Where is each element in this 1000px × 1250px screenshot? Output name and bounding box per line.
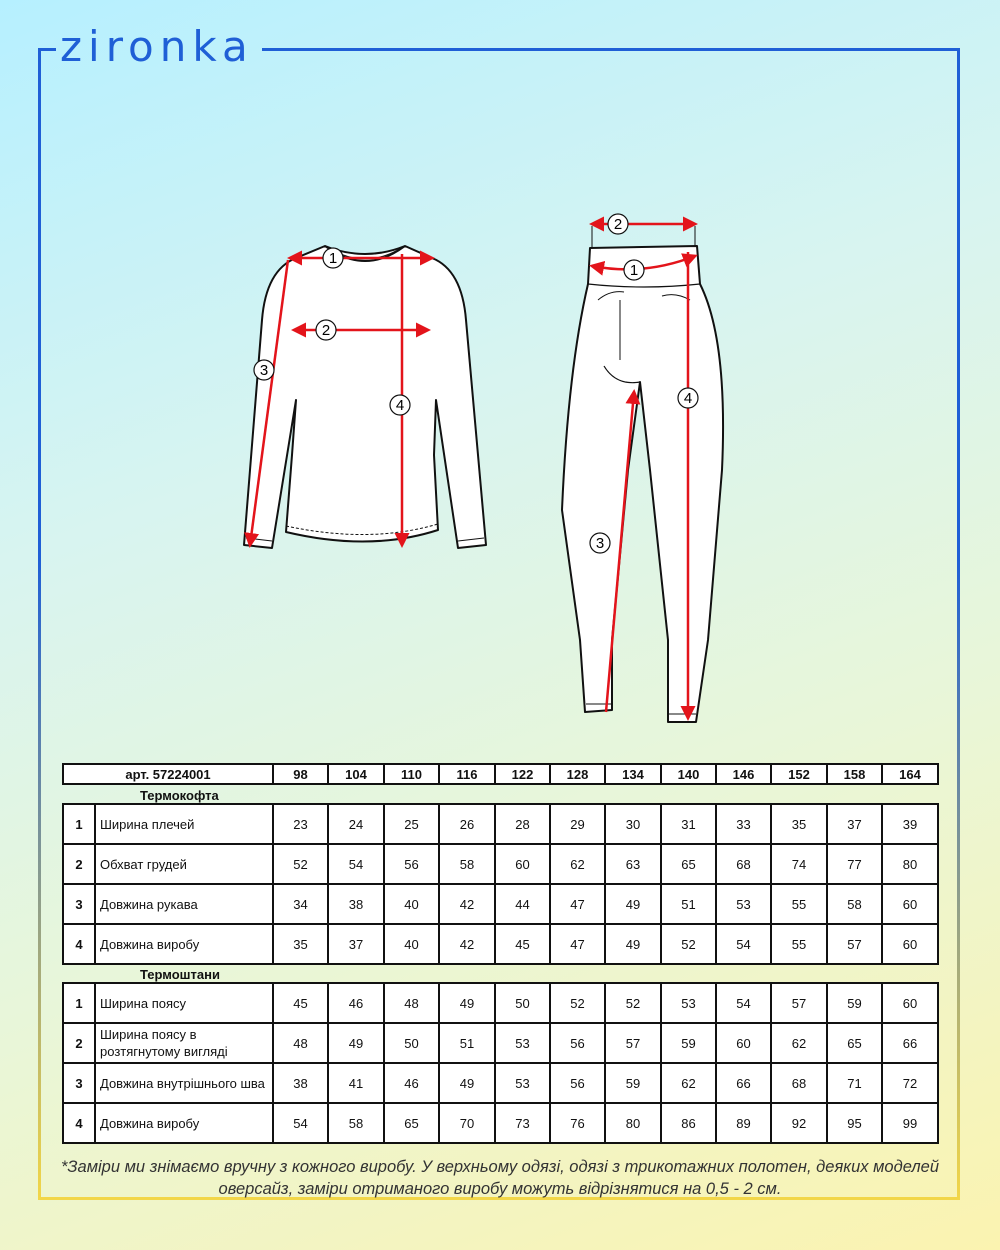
measurement-cell: 50: [495, 983, 550, 1023]
size-134: 134: [605, 764, 661, 784]
measurement-cell: 74: [771, 844, 827, 884]
measurement-cell: 49: [605, 884, 661, 924]
size-128: 128: [550, 764, 605, 784]
measurement-cell: 63: [605, 844, 661, 884]
measurement-cell: 46: [384, 1063, 439, 1103]
measurement-cell: 33: [716, 804, 771, 844]
measurement-cell: 95: [827, 1103, 882, 1143]
measurement-cell: 35: [771, 804, 827, 844]
table-row: [63, 924, 938, 964]
measurement-cell: 68: [771, 1063, 827, 1103]
measurement-cell: 31: [661, 804, 716, 844]
pants-measurements-table: [62, 982, 939, 1144]
measurement-cell: 52: [605, 983, 661, 1023]
row-label: Ширина поясу в розтягнутому вигляді: [95, 1023, 273, 1063]
measurement-cell: 59: [827, 983, 882, 1023]
measurement-cell: 37: [328, 924, 384, 964]
measurement-cell: 46: [328, 983, 384, 1023]
row-label: Довжина внутрішнього шва: [95, 1063, 273, 1103]
measurement-cell: 23: [273, 804, 328, 844]
row-number: 4: [63, 924, 95, 964]
row-label: Довжина виробу: [95, 924, 273, 964]
top-marker-2: [316, 320, 336, 340]
measurement-cell: 53: [716, 884, 771, 924]
measurement-cell: 99: [882, 1103, 938, 1143]
measurement-cell: 56: [550, 1063, 605, 1103]
measurement-cell: 65: [827, 1023, 882, 1063]
table-row: [63, 983, 938, 1023]
top-marker-3: [254, 360, 274, 380]
measurement-cell: 86: [661, 1103, 716, 1143]
row-label: Довжина виробу: [95, 1103, 273, 1143]
table-row: [63, 844, 938, 884]
measurement-cell: 92: [771, 1103, 827, 1143]
measurement-cell: 52: [273, 844, 328, 884]
measurement-cell: 73: [495, 1103, 550, 1143]
measurement-cell: 59: [605, 1063, 661, 1103]
measurement-cell: 45: [495, 924, 550, 964]
measurement-cell: 38: [273, 1063, 328, 1103]
measurement-cell: 72: [882, 1063, 938, 1103]
measurement-cell: 26: [439, 804, 495, 844]
size-146: 146: [716, 764, 771, 784]
measurement-cell: 49: [439, 1063, 495, 1103]
row-number: 1: [63, 983, 95, 1023]
measurement-cell: 57: [771, 983, 827, 1023]
measurement-cell: 56: [384, 844, 439, 884]
measurement-cell: 29: [550, 804, 605, 844]
measurement-cell: 55: [771, 924, 827, 964]
measurement-cell: 54: [716, 983, 771, 1023]
size-164: 164: [882, 764, 938, 784]
top-marker-4: [390, 395, 410, 415]
top-marker-1: [323, 248, 343, 268]
table-row: [63, 884, 938, 924]
measurement-cell: 76: [550, 1103, 605, 1143]
measurement-cell: 80: [882, 844, 938, 884]
table-row: [63, 1103, 938, 1143]
measurement-cell: 89: [716, 1103, 771, 1143]
size-98: 98: [273, 764, 328, 784]
row-label: Довжина рукава: [95, 884, 273, 924]
measurement-cell: 62: [550, 844, 605, 884]
pants-marker-2: [608, 214, 628, 234]
measurement-cell: 60: [716, 1023, 771, 1063]
measurement-cell: 52: [661, 924, 716, 964]
measurement-cell: 40: [384, 924, 439, 964]
measurement-cell: 51: [661, 884, 716, 924]
section-title-top: Термокофта: [140, 788, 219, 803]
size-152: 152: [771, 764, 827, 784]
measurement-cell: 56: [550, 1023, 605, 1063]
measurement-cell: 58: [328, 1103, 384, 1143]
measurement-cell: 65: [384, 1103, 439, 1143]
article-label: арт. 57224001: [63, 764, 273, 784]
table-row: [63, 1063, 938, 1103]
measurement-cell: 80: [605, 1103, 661, 1143]
row-number: 3: [63, 884, 95, 924]
size-header-table: [62, 763, 939, 785]
measurement-cell: 54: [716, 924, 771, 964]
table-row: [63, 1023, 938, 1063]
measurement-cell: 65: [661, 844, 716, 884]
brand-logo: zironka: [60, 22, 254, 71]
size-header-row: [63, 764, 938, 784]
size-122: 122: [495, 764, 550, 784]
measurement-cell: 42: [439, 884, 495, 924]
pants-marker-3: [590, 533, 610, 553]
size-104: 104: [328, 764, 384, 784]
pants-marker-4-label: 4: [683, 390, 693, 407]
footnote: *Заміри ми знімаємо вручну з кожного виробу. У верхньому одязі, одязі з трикотажних полотен, деяких моделей оверсайз, заміри отриманого виробу можуть відрізнятися на 0,5 - 2 см.: [60, 1158, 939, 1198]
measurement-cell: 47: [550, 924, 605, 964]
row-number: 1: [63, 804, 95, 844]
measurement-cell: 60: [882, 924, 938, 964]
top-marker-4-label: 4: [395, 397, 405, 414]
measurement-cell: 24: [328, 804, 384, 844]
measurement-cell: 55: [771, 884, 827, 924]
measurement-cell: 34: [273, 884, 328, 924]
measurement-cell: 60: [495, 844, 550, 884]
size-140: 140: [661, 764, 716, 784]
top-marker-3-label: 3: [259, 362, 269, 379]
measurement-cell: 48: [273, 1023, 328, 1063]
row-label: Обхват грудей: [95, 844, 273, 884]
top-marker-2-label: 2: [321, 322, 331, 339]
measurement-cell: 35: [273, 924, 328, 964]
thermal-top-drawing: [244, 246, 486, 548]
measurement-cell: 45: [273, 983, 328, 1023]
measurement-cell: 49: [439, 983, 495, 1023]
row-label: Ширина плечей: [95, 804, 273, 844]
size-116: 116: [439, 764, 495, 784]
measurement-cell: 60: [882, 884, 938, 924]
row-number: 2: [63, 1023, 95, 1063]
measurement-cell: 62: [661, 1063, 716, 1103]
row-number: 3: [63, 1063, 95, 1103]
measurement-cell: 28: [495, 804, 550, 844]
measurement-cell: 25: [384, 804, 439, 844]
measurement-cell: 50: [384, 1023, 439, 1063]
size-158: 158: [827, 764, 882, 784]
measurement-cell: 44: [495, 884, 550, 924]
measurement-cell: 49: [328, 1023, 384, 1063]
measurement-cell: 53: [495, 1063, 550, 1103]
measurement-cell: 77: [827, 844, 882, 884]
measurement-cell: 30: [605, 804, 661, 844]
thermal-pants-drawing: [562, 246, 723, 722]
top-marker-1-label: 1: [328, 250, 338, 267]
measurement-cell: 47: [550, 884, 605, 924]
measurement-cell: 53: [495, 1023, 550, 1063]
measurement-cell: 52: [550, 983, 605, 1023]
measurement-cell: 54: [328, 844, 384, 884]
measurement-cell: 60: [882, 983, 938, 1023]
measurement-cell: 38: [328, 884, 384, 924]
measurement-cell: 48: [384, 983, 439, 1023]
section-title-pants: Термоштани: [140, 967, 220, 982]
measurement-cell: 37: [827, 804, 882, 844]
pants-marker-1: [624, 260, 644, 280]
pants-marker-3-label: 3: [595, 535, 605, 552]
row-label: Ширина поясу: [95, 983, 273, 1023]
measurement-cell: 70: [439, 1103, 495, 1143]
measurement-cell: 59: [661, 1023, 716, 1063]
measurement-cell: 58: [439, 844, 495, 884]
measurement-cell: 66: [716, 1063, 771, 1103]
row-number: 2: [63, 844, 95, 884]
pants-marker-1-label: 1: [629, 262, 639, 279]
measurement-cell: 66: [882, 1023, 938, 1063]
measurement-cell: 51: [439, 1023, 495, 1063]
pants-marker-2-label: 2: [613, 216, 623, 233]
measurement-cell: 42: [439, 924, 495, 964]
measurement-cell: 39: [882, 804, 938, 844]
measurement-cell: 41: [328, 1063, 384, 1103]
size-110: 110: [384, 764, 439, 784]
measurement-cell: 58: [827, 884, 882, 924]
row-number: 4: [63, 1103, 95, 1143]
measurement-cell: 54: [273, 1103, 328, 1143]
top-measurements-table: [62, 803, 939, 965]
measurement-cell: 71: [827, 1063, 882, 1103]
measurement-cell: 53: [661, 983, 716, 1023]
measurement-cell: 68: [716, 844, 771, 884]
measurement-cell: 57: [605, 1023, 661, 1063]
measurement-cell: 49: [605, 924, 661, 964]
table-row: [63, 804, 938, 844]
measurement-cell: 62: [771, 1023, 827, 1063]
measurement-cell: 57: [827, 924, 882, 964]
measurement-cell: 40: [384, 884, 439, 924]
pants-marker-4: [678, 388, 698, 408]
